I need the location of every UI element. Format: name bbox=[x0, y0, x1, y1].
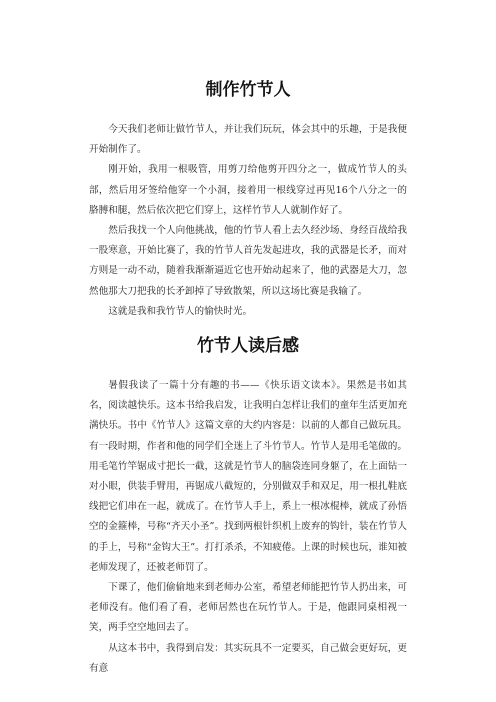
section2-paragraph-1: 暑假我读了一篇十分有趣的书——《快乐语文读本》。果然是书如其名，阅读越快乐。这本书给我启发，让我明白怎样让我们的童年生活更加充满快乐。书中《竹节人》这篇文章的大约内容是：以前的人都自己做玩具。有一段时期，作者和他的同学们全迷上了斗竹节人。竹节人是用毛笔做的。用毛笔竹竿锯成寸把长一截，这就是竹节人的脑袋连同身躯了，在上面钻一对小眼，供装手臂用，再锯成八截短的，分别做双手和双足，用一根扎鞋底线把它们串在一起，就成了。在竹节人手上，系上一根冰棍棒，就成了孙悟空的金箍棒，号称“齐天小圣”。找到两根针织机上废弃的钩针，装在竹节人的手上，号称“金钩大王”。打打杀杀，不知疲倦。上课的时候也玩，谁知被老师发现了，还被老师罚了。 bbox=[89, 380, 407, 573]
section2-paragraph-2: 下课了，他们偷偷地来到老师办公室，希望老师能把竹节人扔出来，可老师没有。他们看了看，老师居然也在玩竹节人。于是，他跟同桌相视一笑，两手空空地回去了。 bbox=[89, 582, 407, 634]
section1-paragraph-4: 这就是我和我竹节人的愉快时光。 bbox=[108, 305, 253, 317]
section1-paragraph-2: 刚开始，我用一根吸管，用剪刀给他剪开四分之一，做成竹节人的头部，然后用牙签给他穿一个小洞，接着用一根线穿过再见16个八分之一的胳膊和腿，然后依次把它们穿上，这样竹节人人就制作好了。 bbox=[89, 164, 407, 216]
section2-paragraph-3: 从这本书中，我得到启发：其实玩具不一定要买，自己做会更好玩，更有意 bbox=[89, 642, 407, 674]
section1-title: 制作竹节人 bbox=[205, 80, 291, 100]
document-content bbox=[89, 72, 407, 679]
section2-title: 竹节人读后感 bbox=[197, 336, 299, 357]
section1-paragraph-1: 今天我们老师让做竹节人，并让我们玩玩，体会其中的乐趣，于是我便开始制作了。 bbox=[89, 124, 407, 156]
section1-paragraph-3: 然后我找一个人向他挑战，他的竹节人看上去久经沙场、身经百战给我一股寒意，开始比赛了，我的竹节人首先发起进攻，我的武器是长矛，而对方则是一动不动，随着我渐渐逼近它也开始动起来了，他的武器是大刀，忽然他那大刀把我的长矛卸掉了导致散架，所以这场比赛是我输了。 bbox=[89, 225, 407, 297]
